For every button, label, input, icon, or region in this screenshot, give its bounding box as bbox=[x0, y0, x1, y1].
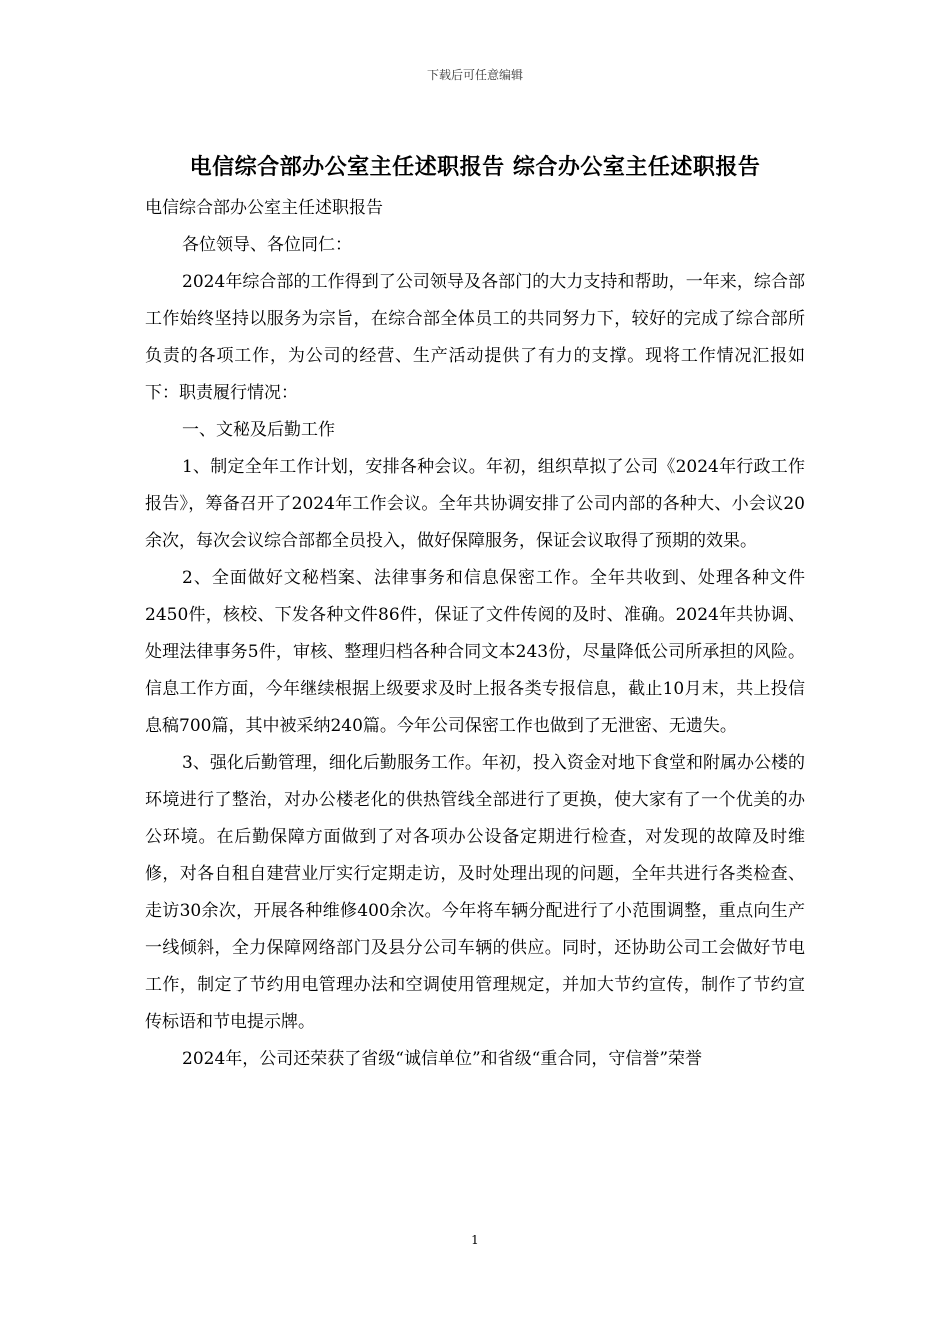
document-body bbox=[145, 190, 805, 1078]
salutation: 各位领导、各位同仁： bbox=[182, 235, 352, 255]
header-note: 下载后可任意编辑 bbox=[426, 68, 523, 82]
paragraph-honors: 2024年，公司还荣获了省级“诚信单位”和省级“重合同，守信誉”荣誉 bbox=[182, 1049, 703, 1069]
page-number: 1 bbox=[471, 1233, 479, 1247]
paragraph-intro: 2024年综合部的工作得到了公司领导及各部门的大力支持和帮助，一年来，综合部工作始终坚持以服务为宗旨，在综合部全体员工的共同努力下，较好的完成了综合部所负责的各项工作，为公司的经营、生产活动提供了有力的支撑。现将工作情况汇报如下：职责履行情况： bbox=[145, 272, 805, 403]
paragraph-item-3: 3、强化后勤管理，细化后勤服务工作。年初，投入资金对地下食堂和附属办公楼的环境进行了整治，对办公楼老化的供热管线全部进行了更换，使大家有了一个优美的办公环境。在后勤保障方面做到了对各项办公设备定期进行检查，对发现的故障及时维修，对各自租自建营业厅实行定期走访，及时处理出现的问题，全年共进行各类检查、走访30余次，开展各种维修400余次。今年将车辆分配进行了小范围调整，重点向生产一线倾斜，全力保障网络部门及县分公司车辆的供应。同时，还协助公司工会做好节电工作，制定了节约用电管理办法和空调使用管理规定，并加大节约宣传，制作了节约宣传标语和节电提示牌。 bbox=[145, 753, 805, 1032]
paragraph-item-1: 1、制定全年工作计划，安排各种会议。年初，组织草拟了公司《2024年行政工作报告》，筹备召开了2024年工作会议。全年共协调安排了公司内部的各种大、小会议20余次，每次会议综合部都全员投入，做好保障服务，保证会议取得了预期的效果。 bbox=[145, 457, 805, 551]
document-title: 电信综合部办公室主任述职报告 综合办公室主任述职报告 bbox=[189, 154, 761, 180]
section-heading: 一、文秘及后勤工作 bbox=[182, 420, 335, 440]
document-subtitle: 电信综合部办公室主任述职报告 bbox=[145, 198, 383, 218]
paragraph-item-2: 2、全面做好文秘档案、法律事务和信息保密工作。全年共收到、处理各种文件2450件，核校、下发各种文件86件，保证了文件传阅的及时、准确。2024年共协调、处理法律事务5件，审核、整理归档各种合同文本243份，尽量降低公司所承担的风险。信息工作方面，今年继续根据上级要求及时上报各类专报信息，截止10月末，共上投信息稿700篇，其中被采纳240篇。今年公司保密工作也做到了无泄密、无遗失。 bbox=[145, 568, 805, 736]
